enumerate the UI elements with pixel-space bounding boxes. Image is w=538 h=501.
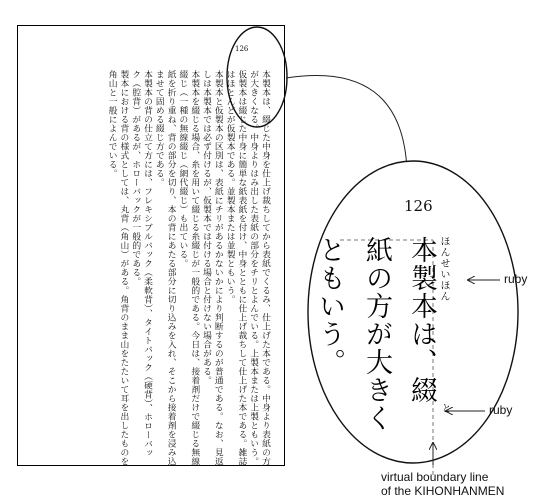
zoom-ruby-2: と	[439, 403, 450, 414]
zoom-line-3: ともいう。	[314, 236, 345, 376]
body-text: 本製本は、綴じた中身を仕上げ裁ちしてから表紙でくるみ、仕上げた本である。中身より表紙の方が大きくなる。中身よりはみ出した表紙の部分をチリとよんでいる。上製本または上製ともいう。 仮製本は綴じた中身に簡単な紙表紙を付け、中身とともに仕上げ裁ちして仕上げた本である。雑誌はほとんどが仮製本である。並製本または並製ともいう。 本製本と仮製本の区別は、表紙にチリがあるかないかにより判断するのが普通である。なお、見返しは本製本では必ず付けるが、仮製本では付ける場合と付けない場合がある。 本製本を綴じる場合、糸を用いて綴じる糸綴じが一般的である。今日は、接着剤だけで綴じる無線綴じ（一種の無線綴じ（網代綴じ）も出ている。 紙を折り重ね、背の部分を切り、本の背にあたる部分に切り込みを入れ、そこから接着剤を浸み込ませて固める綴じ方である。 本製本の背の仕立て方には、フレキシブルバック（柔軟背）、タイトバック（硬背）、ホローバック（腔背）があるが、ホローバックが一般的である。 製本における背の様式としては、丸背（角山）がある。角背のまま山をたたいて耳を出したものを角山と一般によんでいる。	[106, 70, 270, 466]
ruby-label-top: ruby	[504, 272, 528, 286]
boundary-label-line2: of the KIHONHANMEN	[381, 484, 505, 498]
boundary-label-line1: virtual boundary line	[381, 470, 489, 484]
zoom-page-number: 126	[404, 197, 433, 215]
page-number: 126	[235, 45, 249, 53]
zoom-line-2: 紙の方が大きく	[361, 236, 392, 432]
zoom-arrow	[286, 75, 407, 170]
zoom-line-1: 本製本は、綴	[406, 236, 437, 404]
ruby-label-bottom: ruby	[489, 403, 513, 417]
zoom-ruby-1: ほんせいほん	[438, 236, 449, 302]
small-highlight-ellipse	[227, 27, 287, 127]
